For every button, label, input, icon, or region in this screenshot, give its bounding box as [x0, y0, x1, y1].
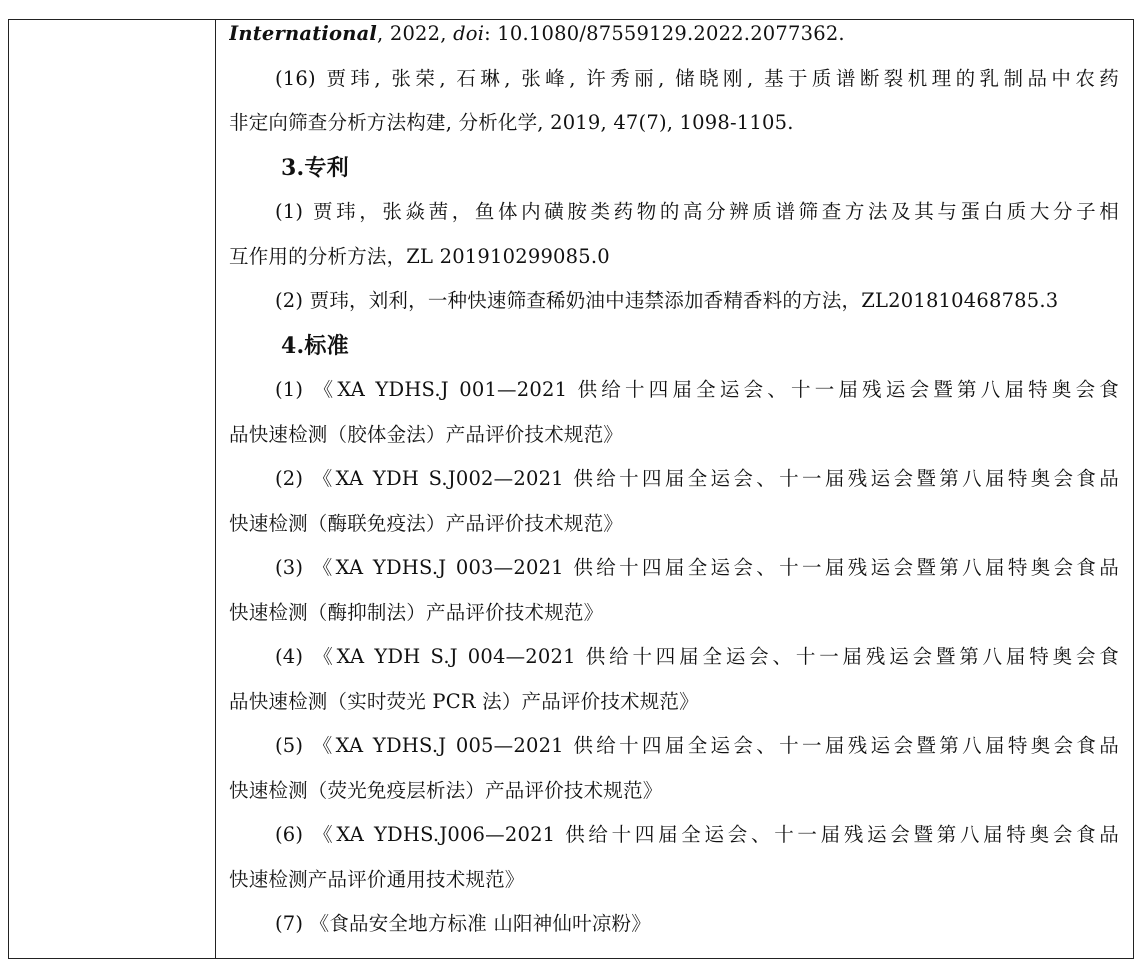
- patent-2-line-a: (2) 贾玮，刘利，一种快速筛查稀奶油中违禁添加香精香料的方法，ZL201810468785.3: [275, 289, 1059, 312]
- standard-3-line-b: 快速检测（酶抑制法）产品评价技术规范》: [229, 600, 604, 624]
- doi-value: : 10.1080/87559129.2022.2077362.: [484, 22, 845, 45]
- paper-16-line-b: 非定向筛查分析方法构建, 分析化学, 2019, 47(7), 1098-1105.: [229, 111, 794, 134]
- standard-4-line-b: 品快速检测（实时荧光 PCR 法）产品评价技术规范》: [229, 689, 699, 713]
- right-column-cell: [216, 20, 1133, 958]
- content-table: [8, 19, 1134, 959]
- standard-6-line-a: (6) 《XA YDHS.J006—2021 供给十四届全运会、十一届残运会暨第八届特奥会食品: [275, 823, 1119, 846]
- standard-2-line-b: 快速检测（酶联免疫法）产品评价技术规范》: [229, 511, 624, 535]
- patent-1-line-b: 互作用的分析方法，ZL 201910299085.0: [229, 244, 610, 268]
- standard-3-line-a: (3) 《XA YDHS.J 003—2021 供给十四届全运会、十一届残运会暨第八届特奥会食品: [275, 556, 1119, 579]
- standard-5-line-b: 快速检测（荧光免疫层析法）产品评价技术规范》: [229, 778, 663, 802]
- left-column-cell: [9, 20, 216, 958]
- paper-15-continuation: [229, 12, 1119, 57]
- standard-7-line-a: (7) 《食品安全地方标准 山阳神仙叶凉粉》: [275, 912, 651, 935]
- standard-2-line-a: (2) 《XA YDH S.J002—2021 供给十四届全运会、十一届残运会暨第八届特奥会食品: [275, 467, 1119, 490]
- patent-1-line-a: (1) 贾玮，张焱茜，鱼体内磺胺类药物的高分辨质谱筛查方法及其与蛋白质大分子相: [275, 200, 1119, 223]
- standards-heading: 4.标准: [281, 332, 349, 359]
- paper-16-line-a: (16) 贾玮, 张荣, 石琳, 张峰, 许秀丽, 储晓刚, 基于质谱断裂机理的乳制品中农药: [275, 66, 1119, 90]
- paper-year: , 2022,: [377, 22, 454, 45]
- doi-label: doi: [453, 22, 485, 45]
- standard-5-line-a: (5) 《XA YDHS.J 005—2021 供给十四届全运会、十一届残运会暨第八届特奥会食品: [275, 734, 1119, 757]
- standard-1-line-b: 品快速检测（胶体金法）产品评价技术规范》: [229, 422, 624, 446]
- journal-name: International: [229, 22, 378, 45]
- patents-heading: 3.专利: [281, 154, 349, 181]
- standard-1-line-a: (1) 《XA YDHS.J 001—2021 供给十四届全运会、十一届残运会暨第八届特奥会食: [275, 378, 1119, 401]
- standard-4-line-a: (4) 《XA YDH S.J 004—2021 供给十四届全运会、十一届残运会暨第八届特奥会食: [275, 645, 1119, 668]
- standard-6-line-b: 快速检测产品评价通用技术规范》: [229, 867, 525, 891]
